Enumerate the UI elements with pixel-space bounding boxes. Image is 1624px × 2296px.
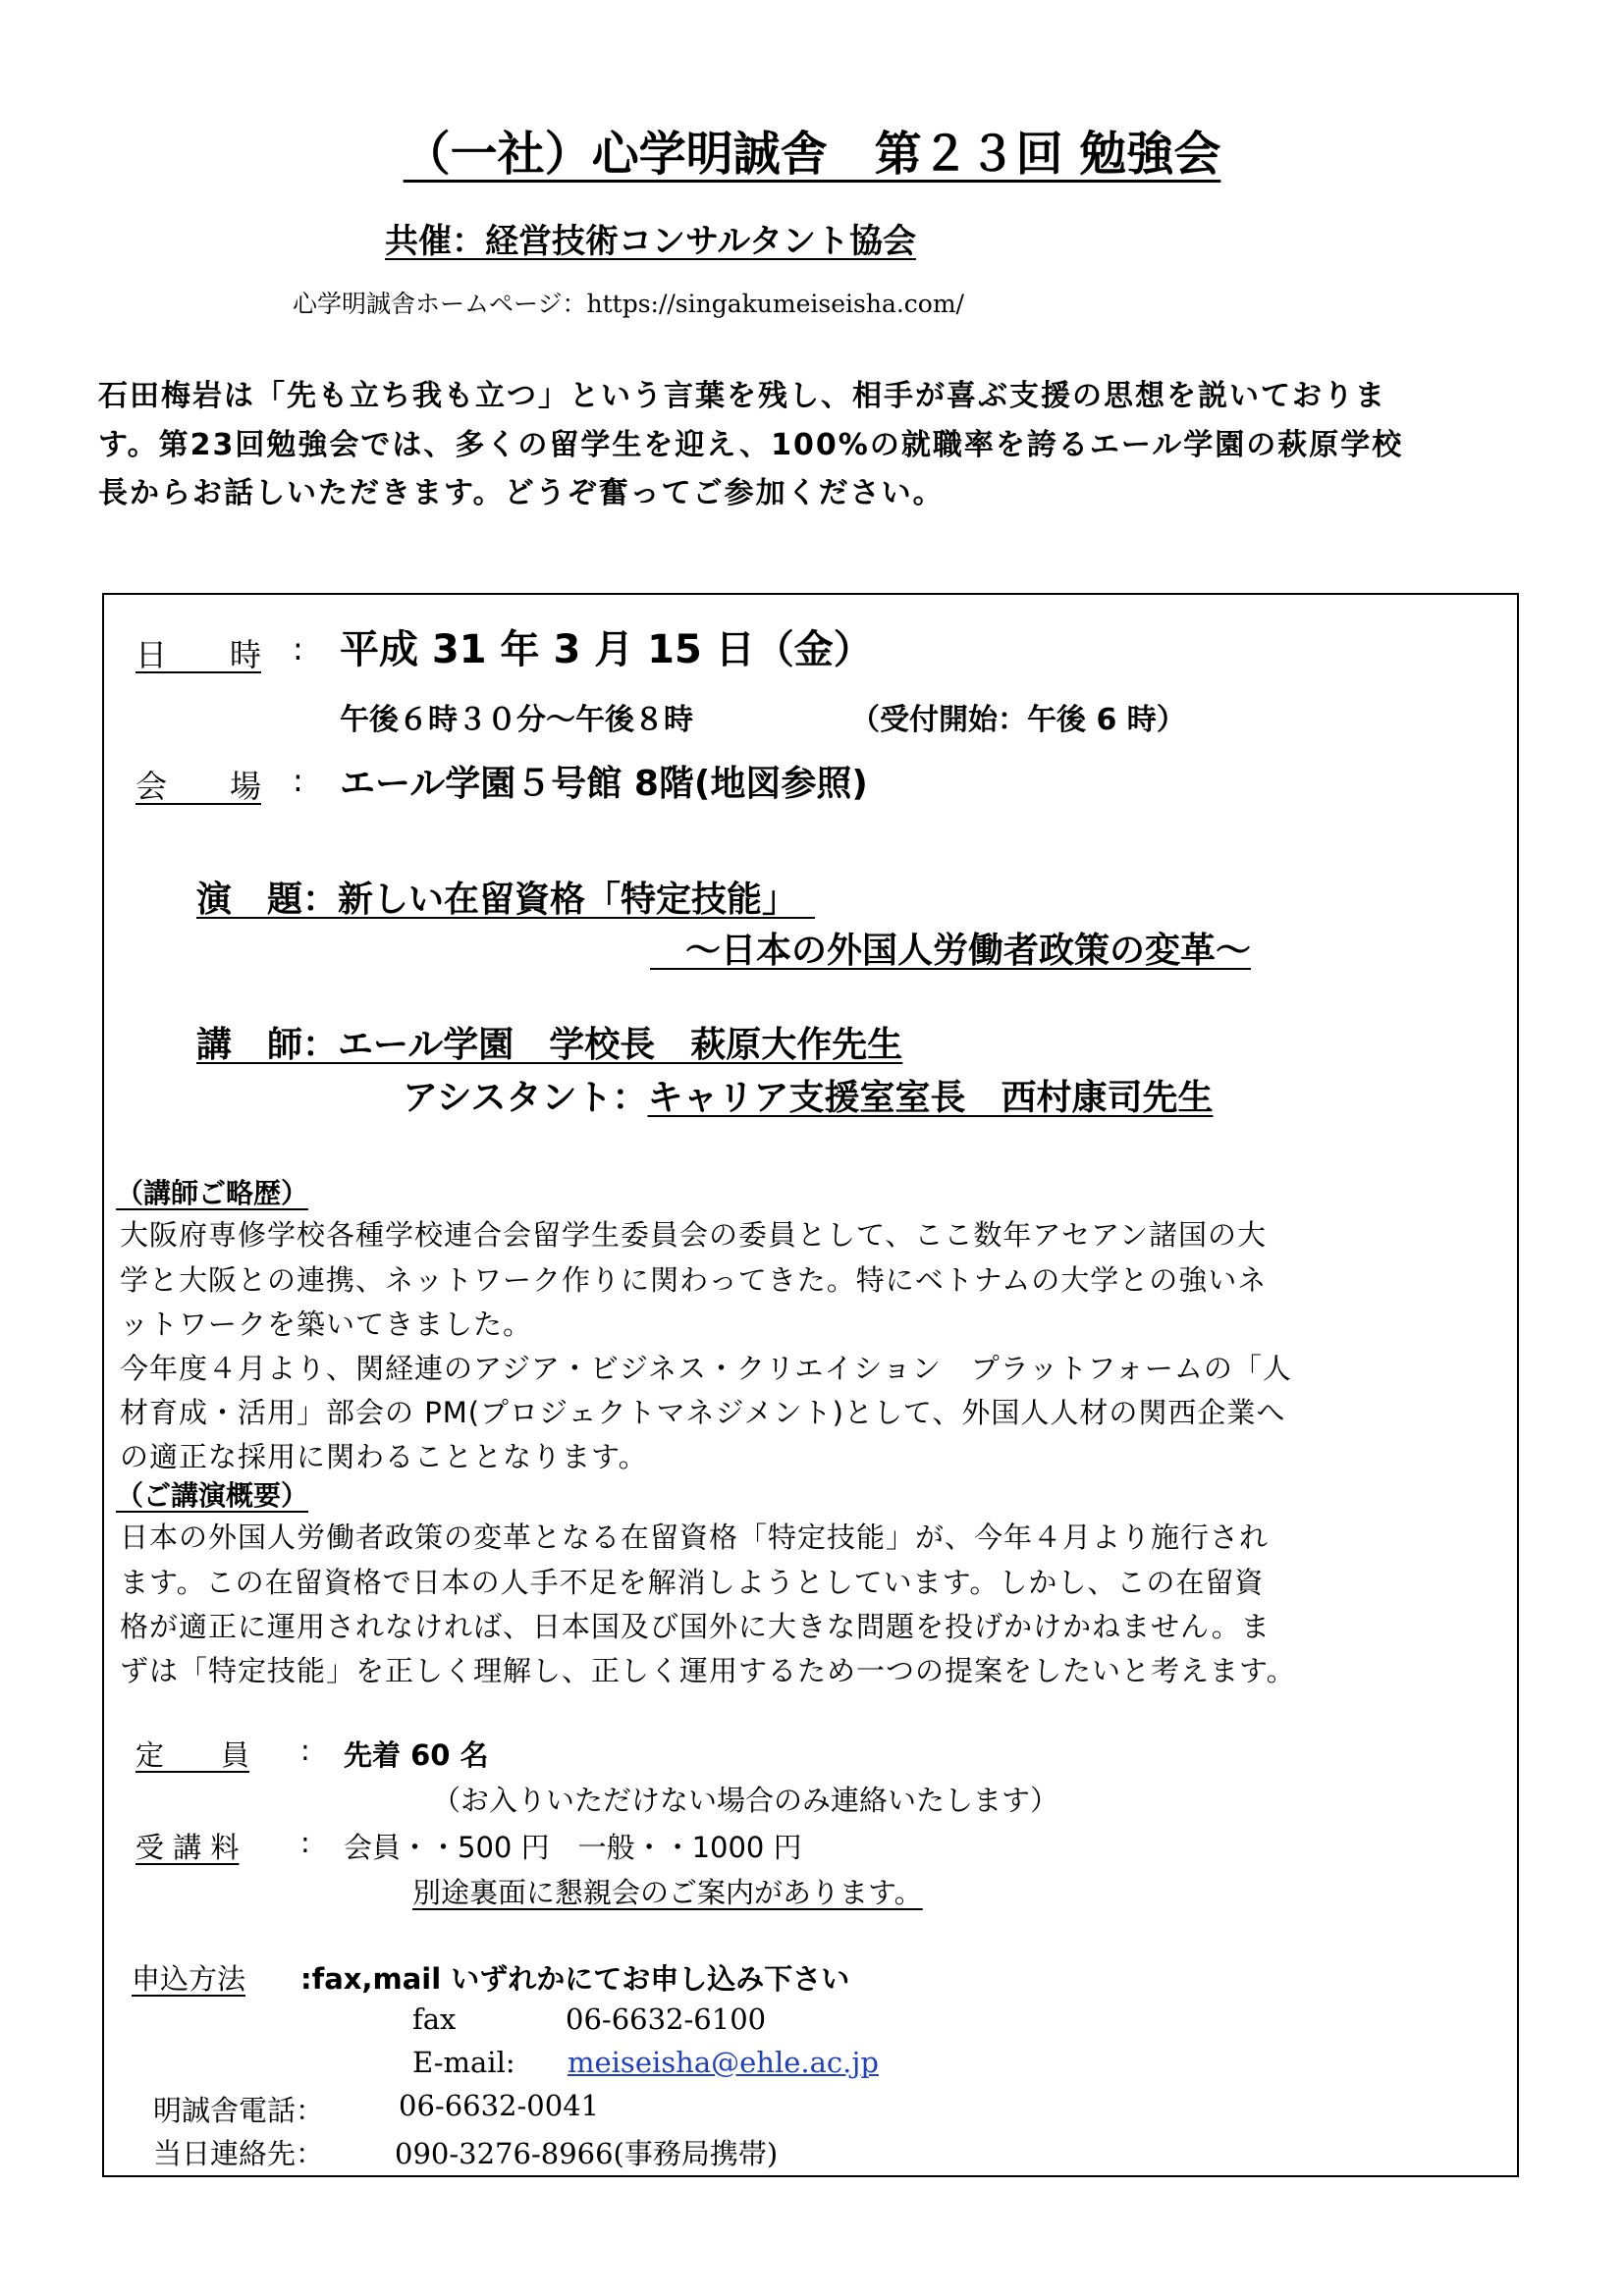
reception-time: （受付開始：午後 6 時） (850, 703, 1186, 737)
topic-title: 新しい在留資格「特定技能」 (338, 880, 781, 920)
profile-line: 大阪府専修学校各種学校連合会留学生委員会の委員として、ここ数年アセアン諸国の大 (120, 1218, 1267, 1252)
fee-value: 会員・・500 円 一般・・1000 円 (344, 1831, 802, 1864)
summary-heading: （ご講演概要） (116, 1479, 309, 1512)
capacity-note: （お入りいただけない場合のみ連絡いたします） (432, 1784, 1059, 1817)
date-label: 日 時 (135, 636, 262, 673)
time-value: 午後６時３０分～午後８時 (340, 703, 693, 737)
capacity-value: 先着 60 名 (344, 1738, 489, 1772)
profile-line: の適正な採用に関わることとなります。 (120, 1440, 648, 1473)
profile-line: 学と大阪との連携、ネットワーク作りに関わってきた。特にベトナムの大学との強いネ (120, 1263, 1268, 1297)
dayof-value: 090-3276-8966(事務局携帯) (395, 2137, 779, 2170)
homepage-line (293, 285, 964, 320)
summary-line: ずは「特定技能」を正しく理解し、正しく運用するため一つの提案をしたいと考えます。 (120, 1654, 1296, 1687)
phone-label: 明誠舎電話： (153, 2094, 325, 2127)
speaker-line (196, 1017, 902, 1067)
assistant-value: キャリア支援室室長 西村康司先生 (647, 1078, 1214, 1118)
topic-line-2 (650, 923, 1251, 973)
fee-colon: : (300, 1826, 310, 1859)
summary-line: ます。この在留資格で日本の人手不足を解消しようとしています。しかし、この在留資 (120, 1566, 1265, 1599)
cohost-line: 共催：経営技術コンサルタント協会 (385, 222, 916, 261)
speaker-value: エール学園 学校長 萩原大作先生 (338, 1025, 903, 1065)
homepage-url[interactable]: https://singakumeiseisha.com/ (586, 290, 964, 318)
phone-value: 06-6632-0041 (399, 2089, 600, 2122)
capacity-label: 定 員 (135, 1738, 250, 1772)
assistant-label: アシスタント： (403, 1078, 648, 1118)
topic-subtitle: ～日本の外国人労働者政策の変革～ (685, 931, 1252, 971)
capacity-colon: : (300, 1734, 310, 1767)
assistant-line (403, 1070, 1214, 1120)
speaker-label: 講 師： (196, 1025, 339, 1065)
fax-value: 06-6632-6100 (566, 2002, 767, 2036)
profile-heading: （講師ご略歴） (116, 1177, 309, 1209)
fee-label: 受 講 料 (135, 1831, 240, 1864)
profile-line: ットワークを築いてきました。 (120, 1308, 533, 1341)
dayof-label: 当日連絡先： (153, 2137, 325, 2170)
profile-line: 材育成・活用」部会の PM(プロジェクトマネジメント)として、外国人人材の関西企業へ (120, 1396, 1286, 1429)
homepage-label: 心学明誠舎ホームページ： (293, 290, 587, 318)
apply-label: 申込方法 (132, 1962, 246, 1996)
intro-line-1: 石田梅岩は「先も立ち我も立つ」という言葉を残し、相手が喜ぶ支援の思想を説いておりま (98, 379, 1386, 413)
email-link[interactable]: meiseisha@ehle.ac.jp (568, 2046, 879, 2079)
venue-label: 会 場 (135, 768, 262, 805)
venue-value: エール学園５号館 8階(地図参照) (340, 764, 868, 804)
apply-value-line: :fax,mail いずれかにてお申し込み下さい (300, 1962, 850, 1996)
summary-line: 格が適正に運用されなければ、日本国及び国外に大きな問題を投げかけかねません。ま (120, 1610, 1271, 1643)
date-value: 平成 31 年 3 月 15 日（金） (340, 627, 873, 672)
venue-colon: : (293, 762, 303, 799)
fax-label: fax (412, 2002, 457, 2036)
topic-line-1 (196, 872, 815, 922)
email-label: E-mail: (412, 2046, 515, 2079)
fee-note: 別途裏面に懇親会のご案内があります。 (412, 1876, 923, 1909)
summary-line: 日本の外国人労働者政策の変革となる在留資格「特定技能」が、今年４月より施行され (120, 1521, 1270, 1554)
topic-label: 演 題： (196, 880, 339, 920)
intro-line-3: 長からお話しいただきます。どうぞ奮ってご参加ください。 (98, 476, 945, 510)
date-colon: : (293, 630, 303, 667)
page-title: （一社）心学明誠舎 第２３回 勉強会 (403, 127, 1221, 182)
intro-line-2: す。第23回勉強会では、多くの留学生を迎え、100%の就職率を誇るエール学園の萩原学校 (98, 428, 1404, 462)
profile-line: 今年度４月より、関経連のアジア・ビジネス・クリエイション プラットフォームの「人 (120, 1352, 1292, 1385)
apply-value: fax,mail いずれかにてお申し込み下さい (311, 1962, 850, 1996)
